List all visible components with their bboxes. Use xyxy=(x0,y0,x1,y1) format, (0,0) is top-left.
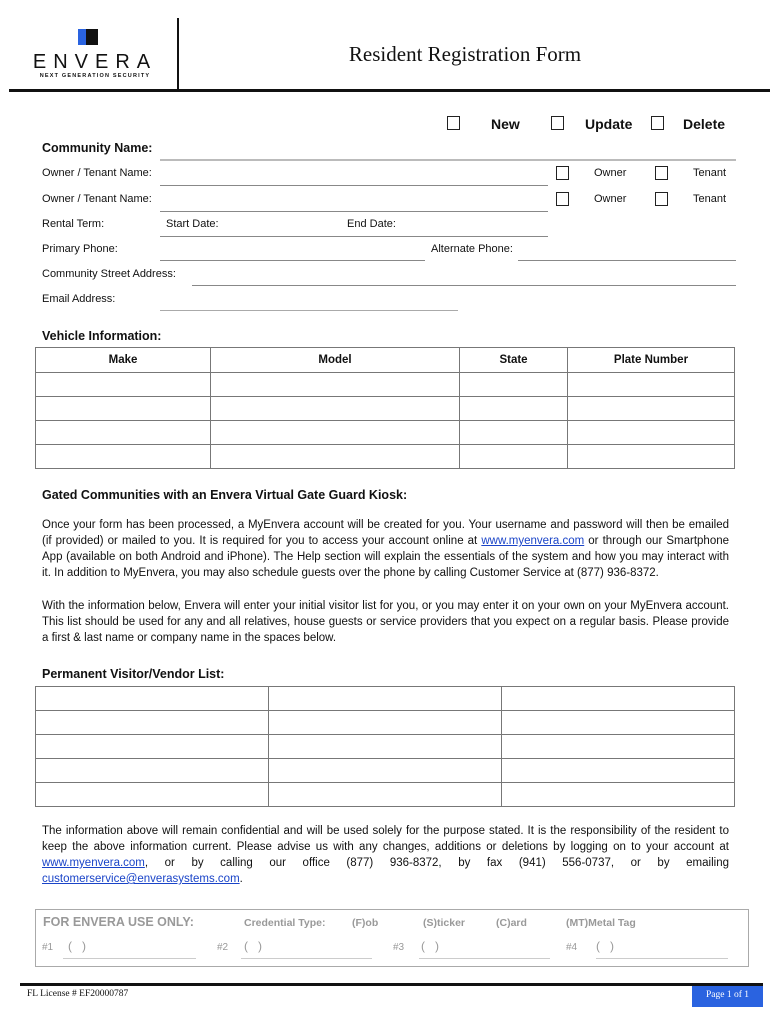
myenvera-link[interactable]: www.myenvera.com xyxy=(481,535,585,547)
header-rule-wide-2 xyxy=(9,89,513,92)
tenant-1-label: Tenant xyxy=(693,167,727,179)
tenant-1-checkbox[interactable] xyxy=(655,166,668,180)
col-state: State xyxy=(460,348,568,373)
slot-4-label: #4 xyxy=(566,942,578,953)
email-input[interactable] xyxy=(160,310,458,311)
credential-type-label: Credential Type: xyxy=(244,917,326,929)
plate-cell[interactable] xyxy=(568,397,735,421)
model-cell[interactable] xyxy=(211,421,460,445)
delete-label: Delete xyxy=(683,116,726,132)
license-text: FL License # EF20000787 xyxy=(27,989,129,999)
tenant-2-label: Tenant xyxy=(693,193,727,205)
logo-tagline: NEXT GENERATION SECURITY xyxy=(39,73,151,79)
visitor-cell[interactable] xyxy=(269,687,502,711)
community-name-input[interactable] xyxy=(160,159,736,161)
new-checkbox[interactable] xyxy=(447,116,460,130)
owner-2-checkbox[interactable] xyxy=(556,192,569,206)
text: Once your form has been processed, a MyEnvera account will be created for you. Your username and password will then be emailed (if provided) or mailed to you. It is required for you to access your account online at xyxy=(42,519,729,547)
slot-4-paren: ( ) xyxy=(596,939,614,953)
vehicle-table xyxy=(35,347,735,469)
tenant-2-checkbox[interactable] xyxy=(655,192,668,206)
visitor-cell[interactable] xyxy=(36,759,269,783)
footer-rule xyxy=(20,983,763,986)
slot-1-paren: ( ) xyxy=(68,939,86,953)
col-make: Make xyxy=(36,348,211,373)
make-cell[interactable] xyxy=(36,397,211,421)
street-address-input[interactable] xyxy=(192,285,736,286)
update-label: Update xyxy=(585,116,633,132)
primary-phone-label: Primary Phone: xyxy=(42,243,118,255)
model-cell[interactable] xyxy=(211,445,460,469)
slot-3-input[interactable] xyxy=(419,958,550,959)
envera-logo xyxy=(20,26,170,86)
owner-1-label: Owner xyxy=(594,167,627,179)
vehicle-row xyxy=(36,445,735,469)
new-label: New xyxy=(491,116,520,132)
plate-cell[interactable] xyxy=(568,421,735,445)
col-model: Model xyxy=(211,348,460,373)
make-cell[interactable] xyxy=(36,373,211,397)
rental-term-input[interactable] xyxy=(160,236,548,237)
model-cell[interactable] xyxy=(211,373,460,397)
visitor-cell[interactable] xyxy=(36,783,269,807)
header-rule-right-part xyxy=(509,89,770,92)
plate-cell[interactable] xyxy=(568,373,735,397)
owner-2-label: Owner xyxy=(594,193,627,205)
visitor-table xyxy=(35,686,735,807)
visitor-cell[interactable] xyxy=(502,759,735,783)
visitor-cell[interactable] xyxy=(269,759,502,783)
slot-1-input[interactable] xyxy=(63,958,196,959)
text: or through our Smartphone App (available on both Android and iPhone). The Help section will explain the essentials of the system and how you may interact with it. In addition to MyEnvera, you may also schedule guests over the phone by calling Customer Service at (877) 936-8372. xyxy=(42,535,730,579)
make-cell[interactable] xyxy=(36,421,211,445)
state-cell[interactable] xyxy=(460,397,568,421)
text: , or by calling our office (877) 936-8372, by fax (941) 556-0737, or by emailing xyxy=(144,857,729,869)
visitor-heading: Permanent Visitor/Vendor List: xyxy=(42,667,225,681)
visitor-cell[interactable] xyxy=(269,735,502,759)
visitor-cell[interactable] xyxy=(502,687,735,711)
myenvera-link-2[interactable]: www.myenvera.com xyxy=(42,857,145,869)
kiosk-heading: Gated Communities with an Envera Virtual Gate Guard Kiosk: xyxy=(42,488,408,502)
page-number: Page 1 of 1 xyxy=(705,990,749,1000)
vehicle-row xyxy=(36,421,735,445)
state-cell[interactable] xyxy=(460,373,568,397)
visitor-cell[interactable] xyxy=(502,783,735,807)
slot-2-input[interactable] xyxy=(241,958,372,959)
col-plate: Plate Number xyxy=(568,348,735,373)
state-cell[interactable] xyxy=(460,445,568,469)
slot-3-paren: ( ) xyxy=(421,939,439,953)
kiosk-paragraph-1 xyxy=(42,517,729,581)
visitor-cell[interactable] xyxy=(269,711,502,735)
rental-term-label: Rental Term: xyxy=(42,218,105,230)
alternate-phone-input[interactable] xyxy=(518,260,736,261)
community-name-label: Community Name: xyxy=(42,141,153,155)
visitor-cell[interactable] xyxy=(36,711,269,735)
sticker-label: (S)ticker xyxy=(423,917,466,929)
logo-text: ENVERA xyxy=(32,51,158,73)
page-title: Resident Registration Form xyxy=(348,42,582,66)
owner-tenant-name-1-input[interactable] xyxy=(160,185,548,186)
start-date-label: Start Date: xyxy=(166,218,219,230)
owner-tenant-name-2-label: Owner / Tenant Name: xyxy=(42,193,152,205)
plate-cell[interactable] xyxy=(568,445,735,469)
fob-label: (F)ob xyxy=(352,917,379,929)
slot-2-label: #2 xyxy=(217,942,229,953)
visitor-cell[interactable] xyxy=(36,687,269,711)
visitor-cell[interactable] xyxy=(269,783,502,807)
kiosk-paragraph-2: With the information below, Envera will enter your initial visitor list for you, or you may enter it on your own on your MyEnvera account. This list should be used for any and all relatives, house guests or service providers that you expect on a regular basis. Please provide a first & last name or company name in the spaces below. xyxy=(42,600,729,644)
owner-tenant-name-1-label: Owner / Tenant Name: xyxy=(42,167,152,179)
email-label: Email Address: xyxy=(42,293,116,305)
end-date-label: End Date: xyxy=(347,218,396,230)
visitor-cell[interactable] xyxy=(36,735,269,759)
card-label: (C)ard xyxy=(496,917,527,929)
state-cell[interactable] xyxy=(460,421,568,445)
alternate-phone-label: Alternate Phone: xyxy=(431,243,513,255)
text: The information above will remain confidential and will be used solely for the purpose stated. It is the responsibility of the resident to keep the above information current. Please advise us with any changes, additions or deletions by logging on to your account at xyxy=(42,825,729,853)
owner-1-checkbox[interactable] xyxy=(556,166,569,180)
office-use-box xyxy=(35,909,749,967)
visitor-cell[interactable] xyxy=(502,735,735,759)
slot-2-paren: ( ) xyxy=(244,939,262,953)
vehicle-heading: Vehicle Information: xyxy=(42,329,162,343)
email-link[interactable]: customerservice@enverasystems.com xyxy=(42,873,240,885)
visitor-cell[interactable] xyxy=(502,711,735,735)
slot-4-input[interactable] xyxy=(596,958,728,959)
slot-3-label: #3 xyxy=(393,942,405,953)
vehicle-row xyxy=(36,397,735,421)
vehicle-row xyxy=(36,373,735,397)
header-divider-vertical xyxy=(177,18,179,90)
confidentiality-paragraph xyxy=(42,823,729,887)
update-checkbox[interactable] xyxy=(551,116,564,130)
model-cell[interactable] xyxy=(211,397,460,421)
slot-1-label: #1 xyxy=(42,942,54,953)
street-address-label: Community Street Address: xyxy=(42,268,176,280)
primary-phone-input[interactable] xyxy=(160,260,425,261)
metal-tag-label: (MT)Metal Tag xyxy=(566,917,636,929)
owner-tenant-name-2-input[interactable] xyxy=(160,211,548,212)
text: . xyxy=(239,873,243,885)
office-use-heading: FOR ENVERA USE ONLY: xyxy=(43,915,194,929)
delete-checkbox[interactable] xyxy=(651,116,664,130)
make-cell[interactable] xyxy=(36,445,211,469)
